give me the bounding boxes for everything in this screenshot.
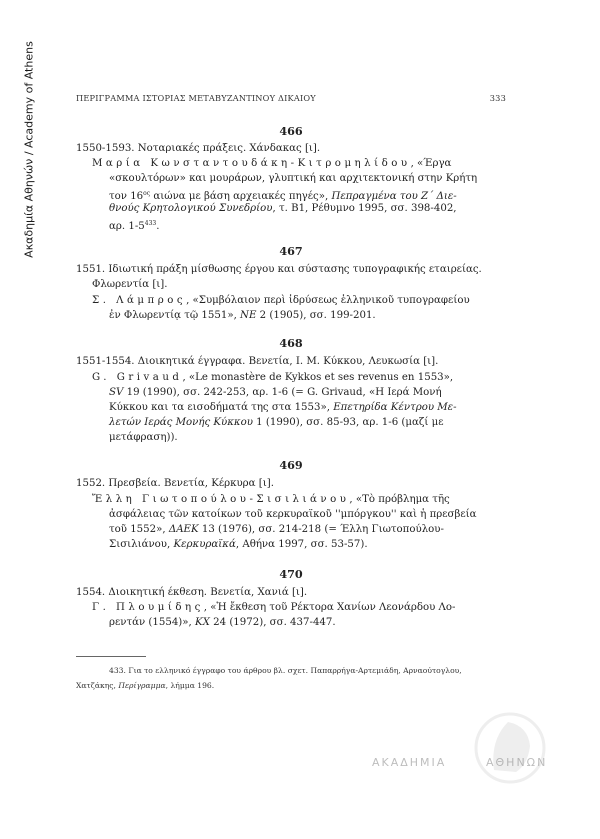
entry-citation-line: ἀσφάλειας τῶν κατοίκων τοῦ κερκυραϊκοῦ ''μπόργκου'' καὶ ἡ πρεσβεία (109, 509, 477, 520)
watermark-word: ΑΚΑΔΗΜΙΑ (372, 756, 447, 769)
entry-head: 1551. Ιδιωτική πράξη μίσθωσης έργου και σύστασης τυπογραφικής εταιρείας. (76, 264, 482, 275)
entry-citation-line: μετάφραση)). (109, 432, 178, 443)
entry-number-469: 469 (279, 458, 303, 472)
footnote-line: Χατζάκης, Περίγραμμα, λήμμα 196. (76, 681, 215, 690)
entry-citation: Ἔλλη Γιωτοπούλου-Σισιλιάνου, «Τὸ πρόβλημα τῆς (92, 494, 450, 505)
entry-head: 1550-1593. Νοταριακές πράξεις. Χάνδακας [ι]. (76, 143, 321, 154)
side-label (22, 40, 36, 260)
side-label-text: Ακαδημία Αθηνών / Academy of Athens (22, 41, 36, 258)
entry-head-cont: Φλωρεντία [ι]. (92, 279, 168, 290)
entry-head: 1552. Πρεσβεία. Βενετία, Κέρκυρα [ι]. (76, 478, 274, 489)
watermark-word: ΑΘΗΝΩΝ (486, 756, 548, 769)
entry-citation-line: «σκουλτόρων» και μουράρων, γλυπτική και αρχιτεκτονική στην Κρήτη (109, 173, 478, 184)
academy-watermark-logo (450, 700, 570, 800)
entry-number-467: 467 (279, 244, 303, 258)
entry-citation-line: τοῦ 1552», ΔΑΕΚ 13 (1976), σσ. 214-218 (= Έλλη Γιωτοπούλου- (109, 524, 444, 535)
running-head-title: ΠΕΡΙΓΡΑΜΜΑ ΙΣΤΟΡΙΑΣ ΜΕΤΑΒΥΖΑΝΤΙΝΟΥ ΔΙΚΑΙΟΥ (76, 93, 316, 103)
entry-number-470: 470 (279, 567, 303, 581)
entry-head: 1554. Διοικητική έκθεση. Βενετία, Χανιά [ι]. (76, 587, 308, 598)
entry-citation-line: ρεντάν (1554)», ΚΧ 24 (1972), σσ. 437-447. (109, 617, 336, 628)
entry-citation-line: Κύκκου και τα εισοδήματά της στα 1553», Επετηρίδα Κέντρου Με- (109, 402, 457, 413)
author-name: Γ. Πλουμίδης (92, 602, 204, 613)
entry-citation: Σ. Λάμπρος, «Συμβόλαιον περὶ ἱδρύσεως ἑλληνικοῦ τυπογραφείου (92, 295, 470, 306)
entry-citation-line: ἐν Φλωρεντίᾳ τῷ 1551», ΝΕ 2 (1905), σσ. 199-201. (109, 310, 376, 321)
entry-citation: G. Grivaud, «Le monastère de Kykkos et ses revenus en 1553», (92, 372, 454, 383)
entry-citation-line: αρ. $1-5^{433}$. (109, 220, 160, 232)
footnote-ref: 433 (144, 220, 157, 227)
entry-number-468: 468 (279, 336, 303, 350)
page-number: 333 (489, 93, 506, 103)
author-name: G. Grivaud (92, 372, 183, 383)
entry-number-466: 466 (279, 124, 303, 138)
author-name: Μαρία Κωνσταντουδάκη-Κιτρομηλίδου (92, 158, 411, 169)
entry-citation-line: θνούς Κρητολογικού Συνεδρίου, τ. Β1, Ρέθυμνο 1995, σσ. 398-402, (109, 203, 457, 214)
entry-citation-line: Σισιλιάνου, Κερκυραϊκά, Αθήνα 1997, σσ. 53-57). (109, 539, 368, 550)
author-name: Ἔλλη Γιωτοπούλου-Σισιλιάνου (92, 494, 350, 505)
entry-citation: Γ. Πλουμίδης, «Ἡ ἔκθεση τοῦ Ρέκτορα Χανίων Λεονάρδου Λο- (92, 602, 456, 613)
entry-citation-line: λετών Ιεράς Μονής Κύκκου 1 (1990), σσ. 85-93, αρ. 1-6 (μαζί με (109, 417, 444, 428)
footnote-rule (76, 656, 146, 657)
running-head (76, 93, 506, 107)
author-name: Σ. Λάμπρος (92, 295, 187, 306)
entry-head: 1551-1554. Διοικητικά έγγραφα. Βενετία, Ι. Μ. Κύκκου, Λευκωσία [ι]. (76, 356, 439, 367)
footnote-line: 433. Για το ελληνικό έγγραφο του άρθρου βλ. σχετ. Παπαρρήγα-Αρτεμιάδη, Αρναούτογλου, (109, 666, 462, 675)
entry-citation-line: SV 19 (1990), σσ. 242-253, αρ. 1-6 (= G. Grivaud, «Η Ιερά Μονή (109, 387, 442, 398)
entry-citation-line: τον $16^{o\varsigma}$ αιώνα με βάση αρχειακές πηγές», Πεπραγμένα του Ζ΄ Διε- (109, 190, 457, 202)
entry-citation: Μαρία Κωνσταντουδάκη-Κιτρομηλίδου, «Έργα (92, 158, 452, 169)
